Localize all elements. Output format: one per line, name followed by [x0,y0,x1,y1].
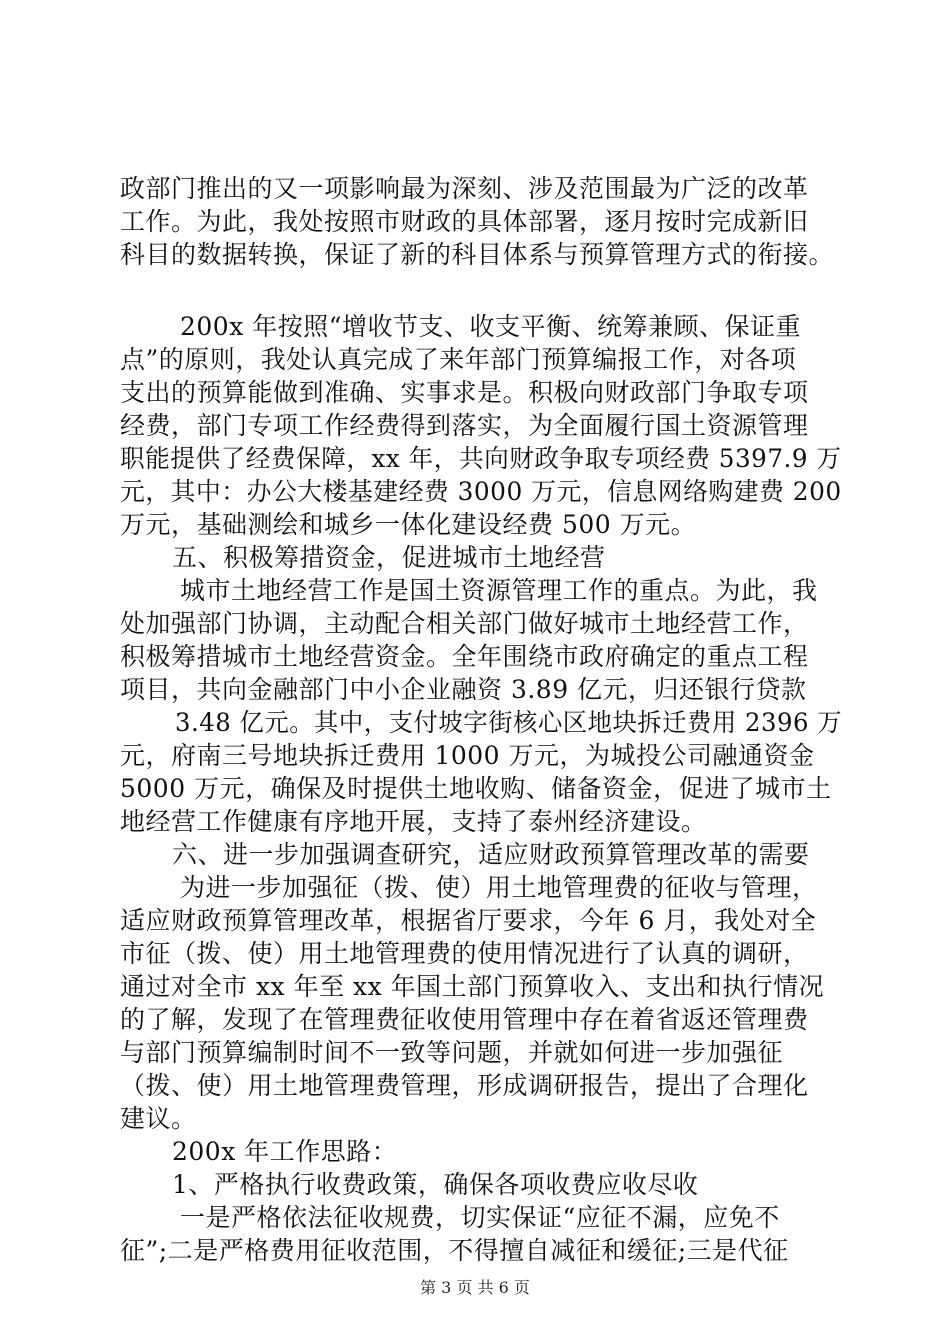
section-heading: 五、积极筹措资金，促进城市土地经营 [172,543,606,572]
text-line: 职能提供了经费保障，xx 年，共向财政争取专项经费 5397.9 万 [120,444,842,473]
text-line: 建议。 [120,1104,197,1133]
text-line: 元，其中：办公大楼基建经费 3000 万元，信息网络购建费 200 [120,477,842,506]
page-number-footer: 第 3 页 共 6 页 [420,1278,530,1297]
section-heading: 六、进一步加强调查研究，适应财政预算管理改革的需要 [172,840,810,869]
text-line: 为进一步加强征（拨、使）用土地管理费的征收与管理， [180,873,818,902]
text-line: （拨、使）用土地管理费管理，形成调研报告，提出了合理化 [120,1071,809,1100]
text-line: 征”;二是严格费用征收范围，不得擅自减征和缓征;三是代征 [120,1236,789,1265]
text-line: 科目的数据转换，保证了新的科目体系与预算管理方式的衔接。 [120,240,835,269]
text-line: 与部门预算编制时间不一致等问题，并就如何进一步加强征 [120,1038,784,1067]
text-line: 处加强部门协调，主动配合相关部门做好城市土地经营工作， [120,609,809,638]
text-line: 市征（拨、使）用土地管理费的使用情况进行了认真的调研， [120,939,809,968]
text-line: 200x 年按照“增收节支、收支平衡、统筹兼顾、保证重 [180,312,802,341]
text-line: 3.48 亿元。其中，支付坡字街核心区地块拆迁费用 2396 万 [175,708,843,737]
section-heading: 1、严格执行收费政策，确保各项收费应收尽收 [172,1170,699,1199]
text-line: 项目，共向金融部门中小企业融资 3.89 亿元，归还银行贷款 [120,675,807,704]
text-line: 点”的原则，我处认真完成了来年部门预算编报工作，对各项 [120,345,797,374]
text-line: 元，府南三号地块拆迁费用 1000 万元，为城投公司融通资金 [120,741,815,770]
text-line: 地经营工作健康有序地开展，支持了泰州经济建设。 [120,807,707,836]
text-line: 积极筹措城市土地经营资金。全年围绕市政府确定的重点工程 [120,642,809,671]
text-line: 政部门推出的又一项影响最为深刻、涉及范围最为广泛的改革 [120,174,809,203]
text-line: 经费，部门专项工作经费得到落实，为全面履行国土资源管理 [120,411,809,440]
text-line: 城市土地经营工作是国土资源管理工作的重点。为此，我 [180,576,818,605]
section-heading: 200x 年工作思路： [172,1137,398,1166]
text-line: 万元，基础测绘和城乡一体化建设经费 500 万元。 [120,510,697,539]
text-line: 5000 万元，确保及时提供土地收购、储备资金，促进了城市土 [120,774,832,803]
text-line: 的了解，发现了在管理费征收使用管理中存在着省返还管理费 [120,1005,809,1034]
text-line: 一是严格依法征收规费，切实保证“应征不漏，应免不 [180,1203,780,1232]
text-line: 通过对全市 xx 年至 xx 年国土部门预算收入、支出和执行情况 [120,972,825,1001]
text-line: 适应财政预算管理改革，根据省厅要求，今年 6 月，我处对全 [120,906,817,935]
text-line: 支出的预算能做到准确、实事求是。积极向财政部门争取专项 [120,378,809,407]
text-line: 工作。为此，我处按照市财政的具体部署，逐月按时完成新旧 [120,207,809,236]
